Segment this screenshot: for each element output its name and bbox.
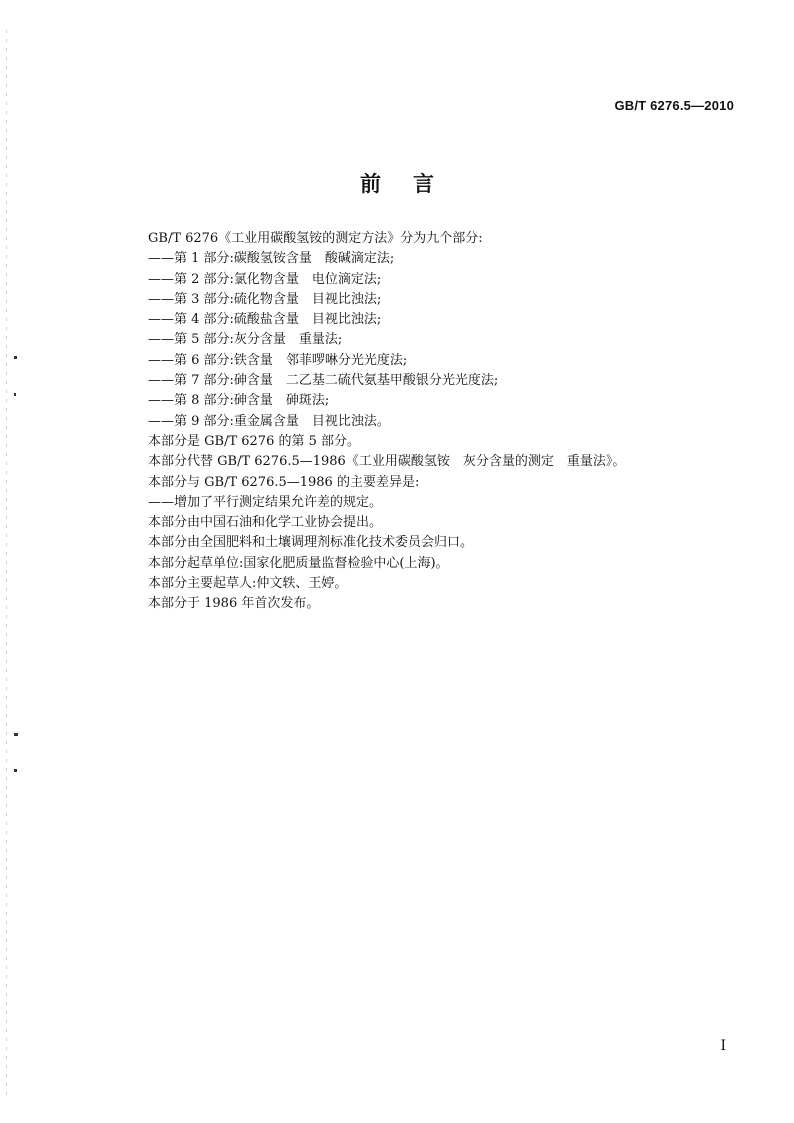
- scan-mark: [14, 356, 17, 359]
- scan-mark: [14, 733, 18, 736]
- text-line: 本部分起草单位:国家化肥质量监督检验中心(上海)。: [148, 555, 449, 571]
- text-line: ——第 8 部分:砷含量 砷斑法;: [148, 393, 330, 409]
- page-number: I: [720, 1038, 726, 1054]
- text-line: 本部分主要起草人:仲文轶、王婷。: [148, 576, 348, 592]
- text-line: 本部分与 GB/T 6276.5—1986 的主要差异是:: [148, 474, 420, 490]
- scan-mark: [14, 393, 16, 396]
- text-line: 本部分由中国石油和化学工业协会提出。: [148, 515, 383, 531]
- text-line: GB/T 6276《工业用碳酸氢铵的测定方法》分为九个部分:: [148, 231, 483, 246]
- text-line: 本部分由全国肥料和土壤调理剂标准化技术委员会归口。: [148, 535, 474, 551]
- text-line: 本部分代替 GB/T 6276.5—1986《工业用碳酸氢铵 灰分含量的测定 重量法》。: [148, 454, 626, 470]
- text-line: ——增加了平行测定结果允许差的规定。: [148, 494, 383, 510]
- text-line: ——第 9 部分:重金属含量 目视比浊法。: [148, 413, 390, 429]
- text-line: ——第 3 部分:硫化物含量 目视比浊法;: [148, 291, 382, 307]
- text-line: ——第 5 部分:灰分含量 重量法;: [148, 332, 343, 348]
- page-title: 前言: [360, 171, 466, 196]
- text-line: ——第 4 部分:硫酸盐含量 目视比浊法;: [148, 312, 382, 328]
- text-line: 本部分是 GB/T 6276 的第 5 部分。: [148, 433, 361, 449]
- text-line: ——第 2 部分:氯化物含量 电位滴定法;: [148, 271, 382, 287]
- text-line: ——第 1 部分:碳酸氢铵含量 酸碱滴定法;: [148, 251, 395, 267]
- standard-code: GB/T 6276.5—2010: [614, 98, 734, 113]
- scan-mark: [14, 769, 17, 772]
- text-line: ——第 6 部分:铁含量 邻菲啰啉分光光度法;: [148, 352, 408, 368]
- text-line: ——第 7 部分:砷含量 二乙基二硫代氨基甲酸银分光光度法;: [148, 373, 499, 389]
- foreword-body: [148, 229, 748, 615]
- text-line: 本部分于 1986 年首次发布。: [148, 596, 320, 612]
